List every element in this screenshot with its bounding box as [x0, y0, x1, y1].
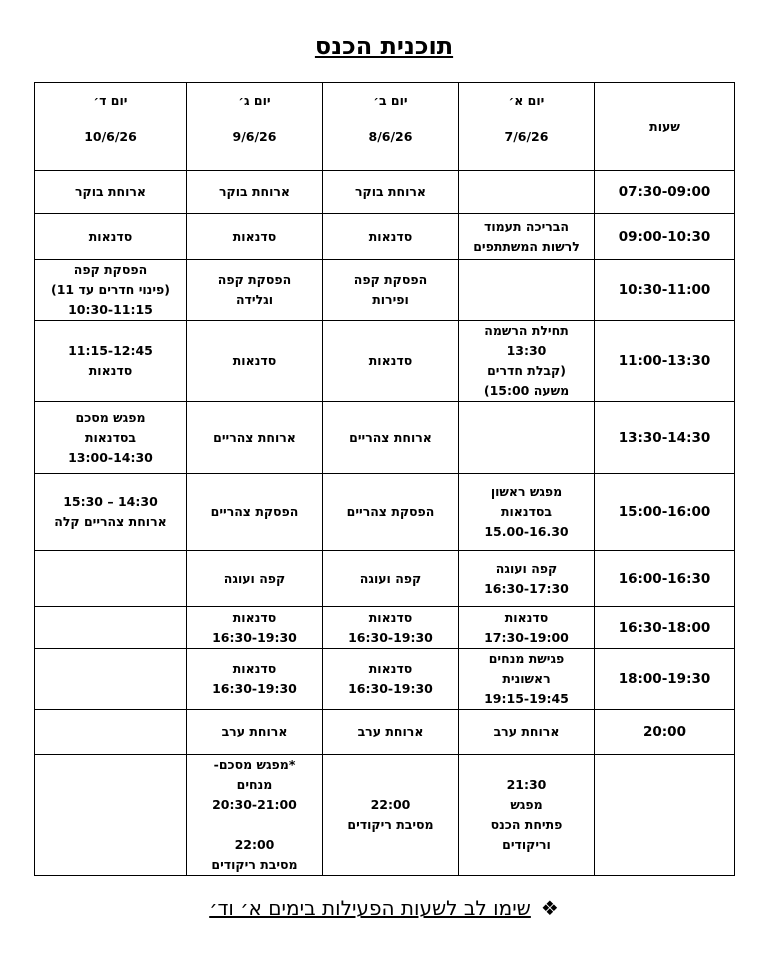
table-row [35, 755, 735, 876]
schedule-cell: סדנאות 16:30-19:30 [323, 649, 459, 710]
schedule-cell: ארוחת בוקר [187, 171, 323, 214]
schedule-table [34, 82, 735, 876]
schedule-cell [35, 607, 187, 649]
footer-note [0, 896, 768, 920]
day-date: 10/6/26 [84, 129, 137, 144]
time-cell: 18:00-19:30 [595, 649, 735, 710]
schedule-cell: קפה ועוגה [323, 551, 459, 607]
day-date: 7/6/26 [504, 129, 549, 144]
schedule-cell: הפסקת צהריים [187, 474, 323, 551]
schedule-cell: 14:30 – 15:30 ארוחת צהריים קלה [35, 474, 187, 551]
schedule-cell [35, 551, 187, 607]
time-cell: 13:30-14:30 [595, 402, 735, 474]
schedule-cell: סדנאות 16:30-19:30 [187, 649, 323, 710]
table-row [35, 214, 735, 260]
schedule-cell [459, 260, 595, 321]
schedule-cell [35, 649, 187, 710]
schedule-cell: ארוחת בוקר [35, 171, 187, 214]
time-cell: 16:00-16:30 [595, 551, 735, 607]
time-cell: 10:30-11:00 [595, 260, 735, 321]
schedule-cell: ארוחת צהריים [323, 402, 459, 474]
day-header [35, 83, 187, 171]
schedule-cell: *מפגש מסכם- מנחים 20:30-21:00 22:00 מסיבת ריקודים [187, 755, 323, 876]
day-date: 8/6/26 [368, 129, 413, 144]
time-cell: 15:00-16:00 [595, 474, 735, 551]
table-row [35, 402, 735, 474]
day-header [459, 83, 595, 171]
schedule-cell: הפסקת קפה ופירות [323, 260, 459, 321]
schedule-cell: סדנאות [187, 321, 323, 402]
schedule-cell: הפסקת צהריים [323, 474, 459, 551]
hours-header: שעות [595, 83, 735, 171]
table-row [35, 171, 735, 214]
schedule-cell: הפסקת קפה וגלידה [187, 260, 323, 321]
table-row [35, 474, 735, 551]
footer-note-text: שימו לב לשעות הפעילות בימים א׳ וד׳ [209, 896, 531, 920]
schedule-cell [35, 710, 187, 755]
schedule-cell: ארוחת ערב [323, 710, 459, 755]
schedule-cell: סדנאות [187, 214, 323, 260]
schedule-cell: סדנאות 16:30-19:30 [187, 607, 323, 649]
table-row [35, 710, 735, 755]
day-name: יום ג׳ [238, 93, 271, 108]
table-row [35, 321, 735, 402]
schedule-cell: תחילת הרשמה 13:30 (קבלת חדרים משעה 15:00) [459, 321, 595, 402]
header-row [35, 83, 735, 171]
schedule-cell: מפגש מסכם בסדנאות 13:00-14:30 [35, 402, 187, 474]
schedule-cell: 22:00 מסיבת ריקודים [323, 755, 459, 876]
page-title: תוכנית הכנס [314, 32, 454, 60]
day-name: יום ב׳ [373, 93, 408, 108]
table-row [35, 551, 735, 607]
time-cell: 16:30-18:00 [595, 607, 735, 649]
schedule-cell: קפה ועוגה [187, 551, 323, 607]
schedule-cell: 11:15-12:45 סדנאות [35, 321, 187, 402]
schedule-cell: ארוחת ערב [459, 710, 595, 755]
day-name: יום א׳ [508, 93, 545, 108]
time-cell [595, 755, 735, 876]
time-cell: 07:30-09:00 [595, 171, 735, 214]
schedule-cell [459, 402, 595, 474]
bullet-icon: ❖ [540, 896, 559, 920]
schedule-cell [35, 755, 187, 876]
time-cell: 09:00-10:30 [595, 214, 735, 260]
schedule-cell: 21:30 מפגש פתיחת הכנס וריקודים [459, 755, 595, 876]
schedule-cell: סדנאות [323, 214, 459, 260]
schedule-cell: סדנאות [323, 321, 459, 402]
schedule-cell: מפגש ראשון בסדנאות 15.00-16.30 [459, 474, 595, 551]
schedule-cell: ארוחת צהריים [187, 402, 323, 474]
day-header [187, 83, 323, 171]
time-cell: 20:00 [595, 710, 735, 755]
table-row [35, 260, 735, 321]
schedule-cell: ארוחת בוקר [323, 171, 459, 214]
schedule-cell: סדנאות [35, 214, 187, 260]
day-header [323, 83, 459, 171]
schedule-cell: הפסקת קפה (פינוי חדרים עד 11) 10:30-11:15 [35, 260, 187, 321]
schedule-cell: הבריכה תעמוד לרשות המשתתפים [459, 214, 595, 260]
table-row [35, 607, 735, 649]
day-name: יום ד׳ [93, 93, 128, 108]
schedule-cell: קפה ועוגה 16:30-17:30 [459, 551, 595, 607]
time-cell: 11:00-13:30 [595, 321, 735, 402]
schedule-cell: סדנאות 16:30-19:30 [323, 607, 459, 649]
day-date: 9/6/26 [232, 129, 277, 144]
schedule-cell: סדנאות 17:30-19:00 [459, 607, 595, 649]
schedule-cell: פגישת מנחים ראשונית 19:15-19:45 [459, 649, 595, 710]
schedule-cell [459, 171, 595, 214]
table-row [35, 649, 735, 710]
schedule-cell: ארוחת ערב [187, 710, 323, 755]
